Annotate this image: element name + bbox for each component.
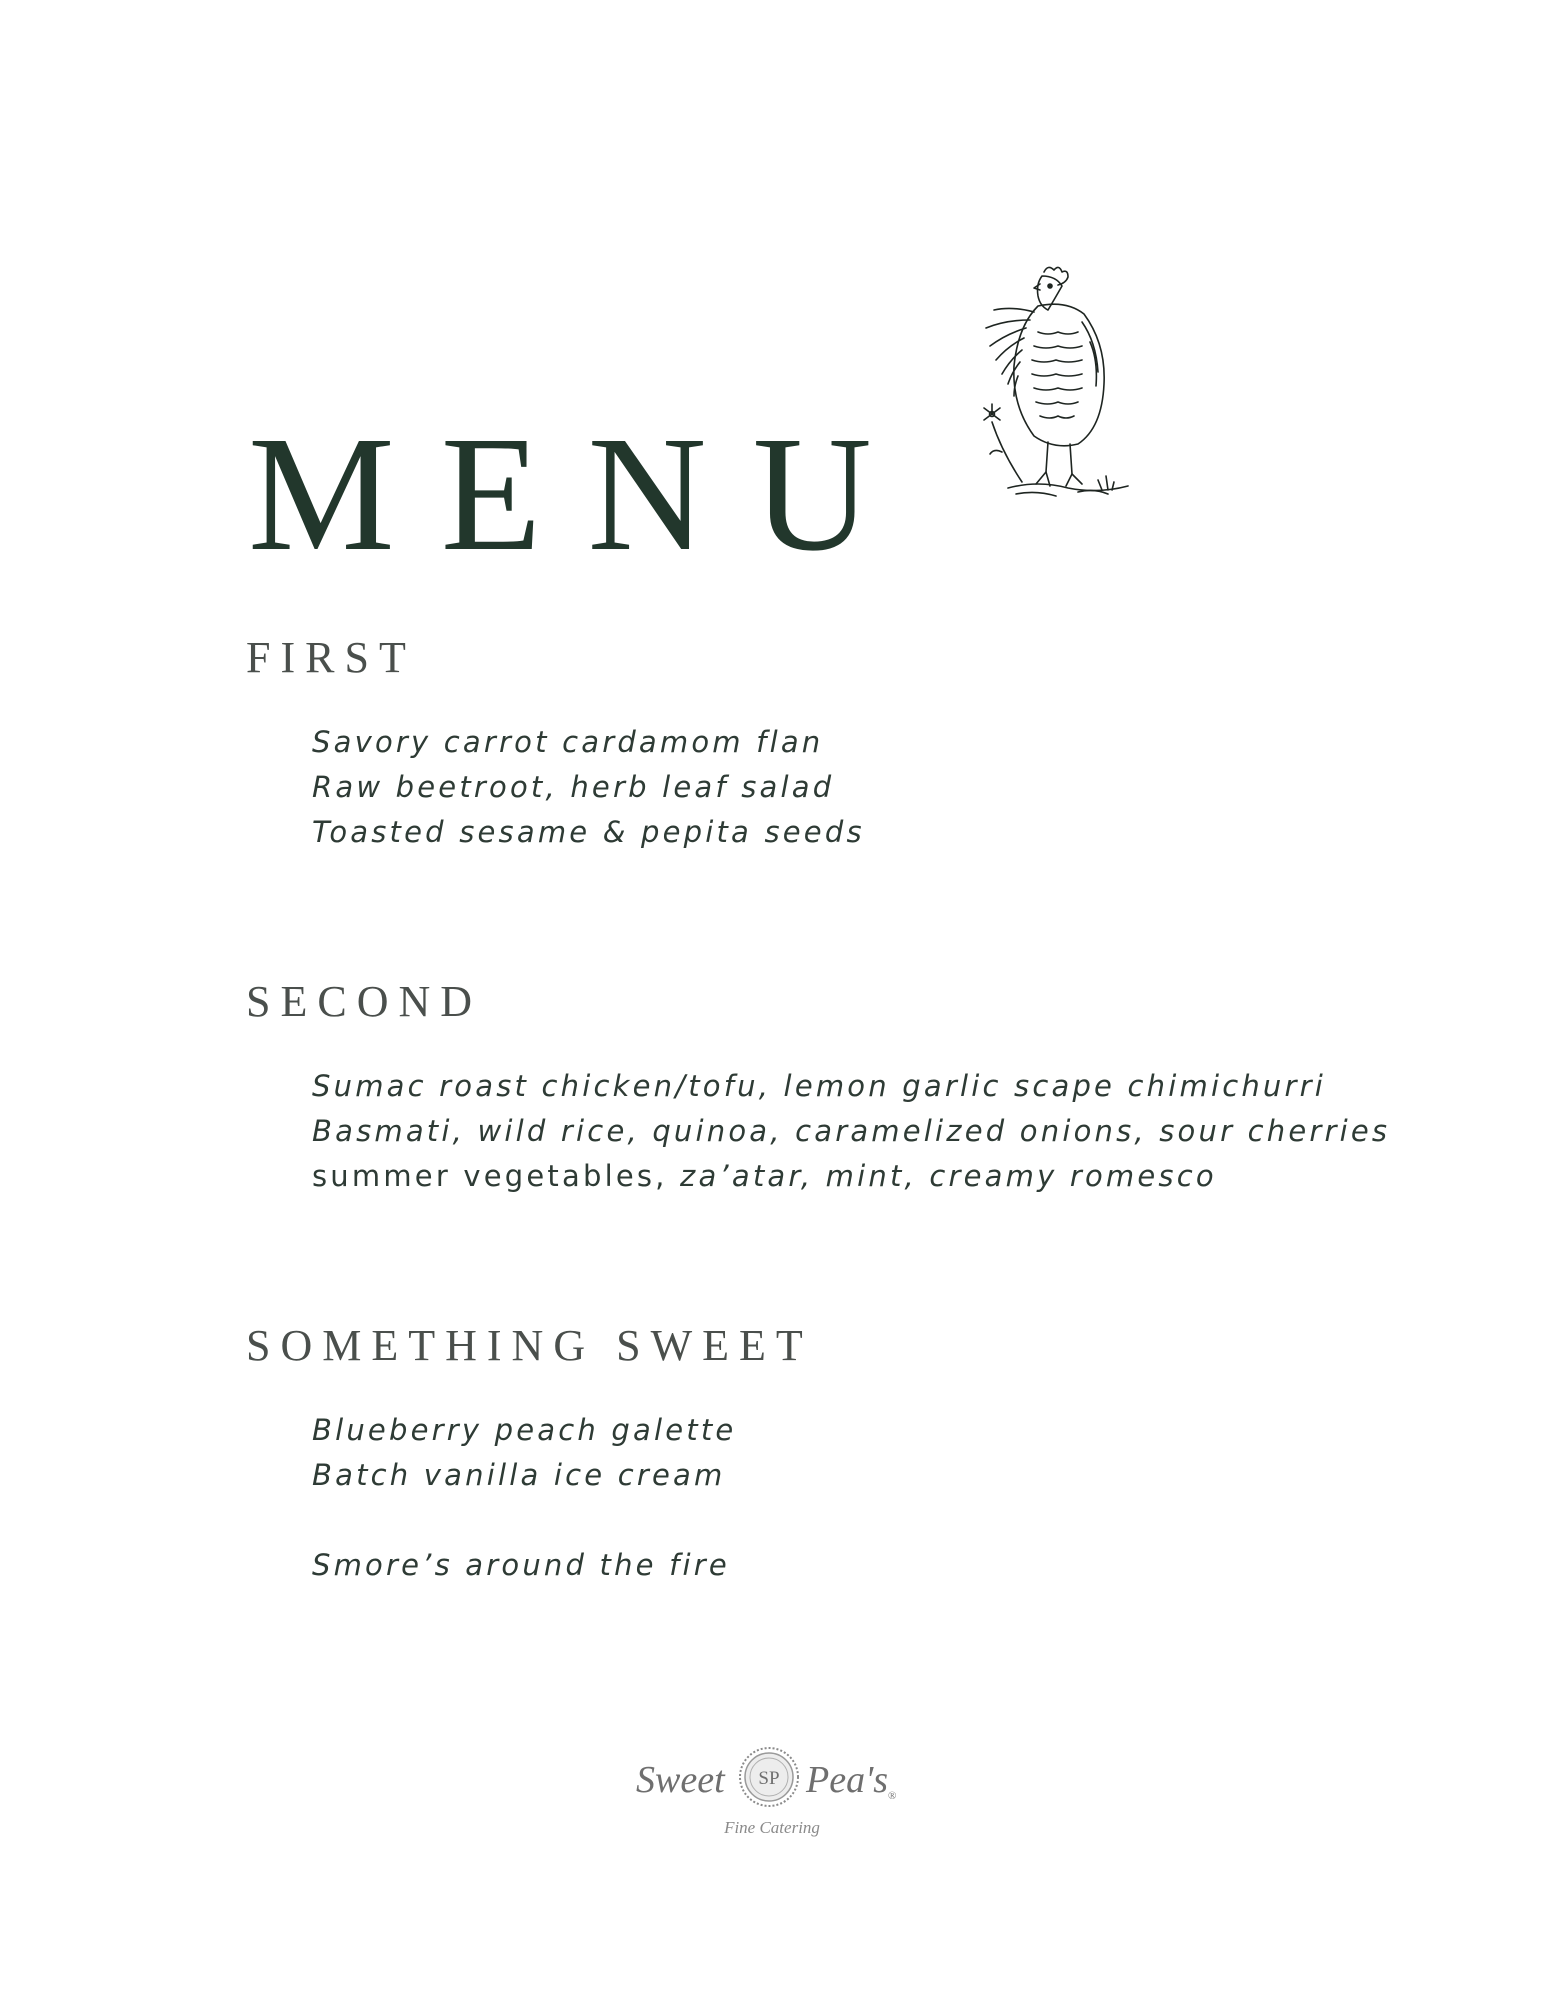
menu-title: MENU	[248, 401, 918, 585]
menu-item: Blueberry peach galette	[312, 1413, 737, 1447]
menu-item-list	[312, 720, 865, 855]
menu-item-list	[312, 1408, 813, 1588]
logo-monogram: SP	[758, 1768, 780, 1789]
logo-word-right-text: Pea's	[806, 1759, 888, 1801]
section-heading: SECOND	[246, 977, 483, 1026]
menu-item: Batch vanilla ice cream	[312, 1458, 726, 1492]
menu-item: Raw beetroot, herb leaf salad	[312, 770, 835, 804]
logo-seal-icon	[738, 1746, 800, 1808]
section-heading: SOMETHING SWEET	[246, 1321, 813, 1370]
menu-item	[312, 1154, 1390, 1199]
menu-item-upright-part: summer vegetables,	[312, 1159, 681, 1193]
logo-word-left: Sweet	[636, 1759, 725, 1801]
menu-item: Sumac roast chicken/tofu, lemon garlic scape chimichurri	[312, 1069, 1327, 1103]
section-something-sweet	[246, 1321, 813, 1588]
menu-item: Smore’s around the fire	[312, 1548, 730, 1582]
logo-registered-mark: ®	[888, 1790, 897, 1802]
item-spacer	[312, 1498, 813, 1543]
menu-item: Basmati, wild rice, quinoa, caramelized onions, sour cherries	[312, 1114, 1391, 1148]
menu-item-italic-part: za’atar, mint, creamy romesco	[680, 1159, 1217, 1193]
menu-item: Savory carrot cardamom flan	[312, 725, 824, 759]
logo-tagline: Fine Catering	[724, 1818, 820, 1837]
sweet-peas-logo	[636, 1740, 906, 1840]
section-second	[246, 977, 1391, 1199]
menu-item: Toasted sesame & pepita seeds	[312, 815, 865, 849]
logo-word-right	[806, 1758, 896, 1802]
menu-item-list	[312, 1064, 1390, 1199]
section-heading: FIRST	[246, 633, 416, 682]
hen-illustration-icon	[978, 262, 1138, 512]
section-first	[246, 633, 865, 855]
